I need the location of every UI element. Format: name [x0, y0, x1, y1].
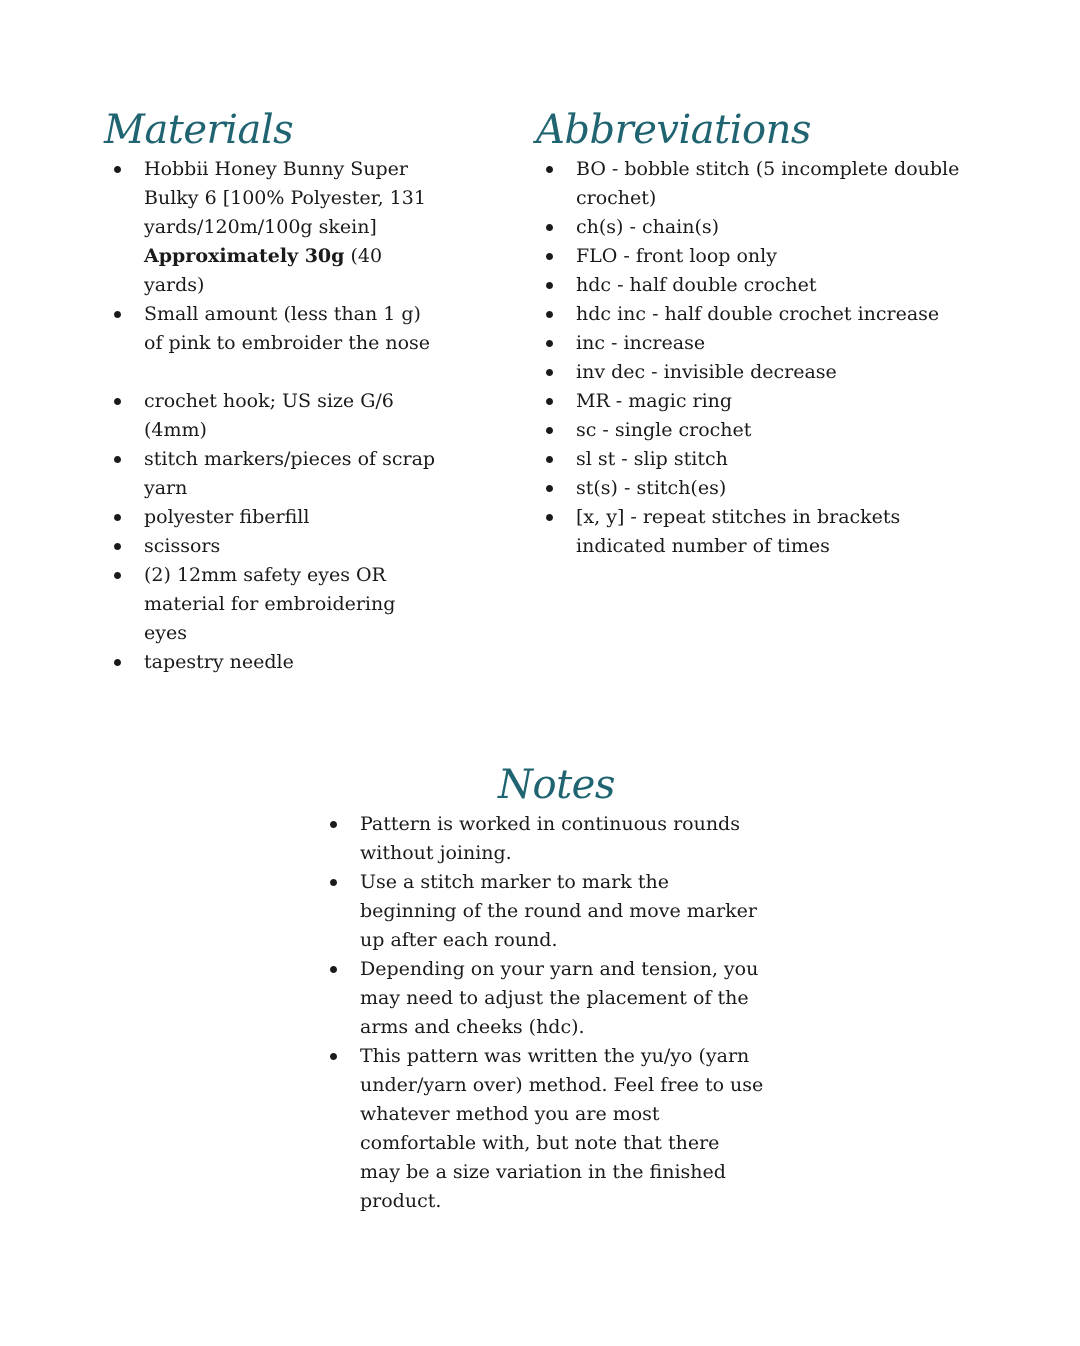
- abbreviation-item: sl st - slip stitch: [536, 445, 976, 474]
- note-item: Use a stitch marker to mark the beginning of the round and move marker up after each round.: [320, 868, 765, 955]
- yarn-amount-rest: (40 yards): [144, 245, 383, 296]
- materials-item: scissors: [104, 532, 444, 561]
- abbreviation-item: BO - bobble stitch (5 incomplete double crochet): [536, 155, 976, 213]
- materials-item: Small amount (less than 1 g) of pink to embroider the nose: [104, 300, 444, 358]
- abbreviation-item: FLO - front loop only: [536, 242, 976, 271]
- abbreviation-item: hdc - half double crochet: [536, 271, 976, 300]
- materials-item-yarn: [104, 155, 444, 300]
- abbreviations-list: [536, 155, 976, 561]
- materials-item: tapestry needle: [104, 648, 444, 677]
- notes-list: [320, 810, 765, 1216]
- abbreviation-item: inc - increase: [536, 329, 976, 358]
- materials-list: [104, 155, 444, 677]
- abbreviation-item: ch(s) - chain(s): [536, 213, 976, 242]
- abbreviation-item: inv dec - invisible decrease: [536, 358, 976, 387]
- yarn-description: Hobbii Honey Bunny Super Bulky 6 [100% Polyester, 131 yards/120m/100g skein]: [144, 158, 426, 238]
- abbreviation-item: st(s) - stitch(es): [536, 474, 976, 503]
- materials-item: (2) 12mm safety eyes OR material for embroidering eyes: [104, 561, 444, 648]
- materials-heading: Materials: [104, 107, 294, 153]
- abbreviation-item: MR - magic ring: [536, 387, 976, 416]
- note-item: Depending on your yarn and tension, you may need to adjust the placement of the arms and cheeks (hdc).: [320, 955, 765, 1042]
- abbreviation-item: [x, y] - repeat stitches in brackets indicated number of times: [536, 503, 976, 561]
- abbreviations-heading: Abbreviations: [536, 107, 811, 153]
- note-item: Pattern is worked in continuous rounds without joining.: [320, 810, 765, 868]
- materials-item: polyester fiberfill: [104, 503, 444, 532]
- note-item: This pattern was written the yu/yo (yarn under/yarn over) method. Feel free to use whatever method you are most comfortable with, but note that there may be a size variation in the finished product.: [320, 1042, 765, 1216]
- notes-heading: Notes: [498, 762, 615, 808]
- yarn-amount-bold: Approximately 30g: [144, 245, 345, 267]
- materials-item: stitch markers/pieces of scrap yarn: [104, 445, 444, 503]
- abbreviation-item: hdc inc - half double crochet increase: [536, 300, 976, 329]
- materials-item: crochet hook; US size G/6 (4mm): [104, 387, 444, 445]
- abbreviation-item: sc - single crochet: [536, 416, 976, 445]
- list-spacer: [104, 358, 444, 387]
